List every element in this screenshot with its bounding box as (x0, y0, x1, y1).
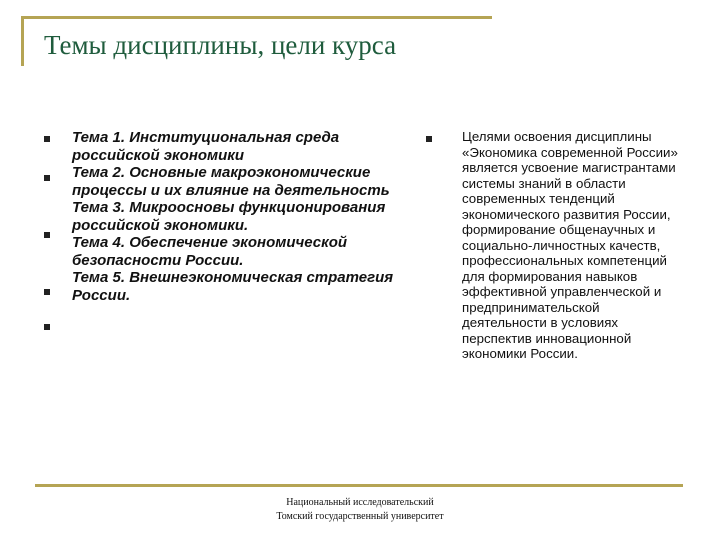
bullet-icon (426, 136, 432, 142)
topic-item: Тема 2. Основные макроэкономические процессы и их влияние на деятельность (72, 164, 390, 199)
title-top-rule (21, 16, 492, 19)
footer-line-1: Национальный исследовательский (286, 497, 434, 508)
slide-title: Темы дисциплины, цели курса (44, 30, 397, 60)
course-goals: Целями освоения дисциплины «Экономика современной России» является усвоение магистрантами системы знаний в области современных тенденций экономического развития России, формирование общенаучных и социально-личностных качеств, профессиональных компетенций для формирования навыков эффективной управленческой и предпринимательской деятельности в условиях перспектив инновационной экономики России. (462, 129, 678, 361)
topic-item: Тема 5. Внешнеэкономическая стратегия России. (72, 269, 394, 304)
bullet-icon (44, 232, 50, 238)
topics-list (72, 129, 412, 304)
footer-rule (35, 484, 683, 487)
topic-item: Тема 3. Микрооснoвы функционирования российской экономики. (72, 199, 386, 234)
bullet-icon (44, 324, 50, 330)
topic-item: Тема 1. Институциональная среда российской экономики (72, 129, 340, 164)
footer (0, 496, 720, 524)
footer-line-2: Томский государственный университет (276, 511, 444, 522)
title-left-rule (21, 16, 24, 66)
bullet-icon (44, 136, 50, 142)
bullet-icon (44, 289, 50, 295)
bullet-icon (44, 175, 50, 181)
topic-item: Тема 4. Обеспечение экономической безопасности России. (72, 234, 348, 269)
